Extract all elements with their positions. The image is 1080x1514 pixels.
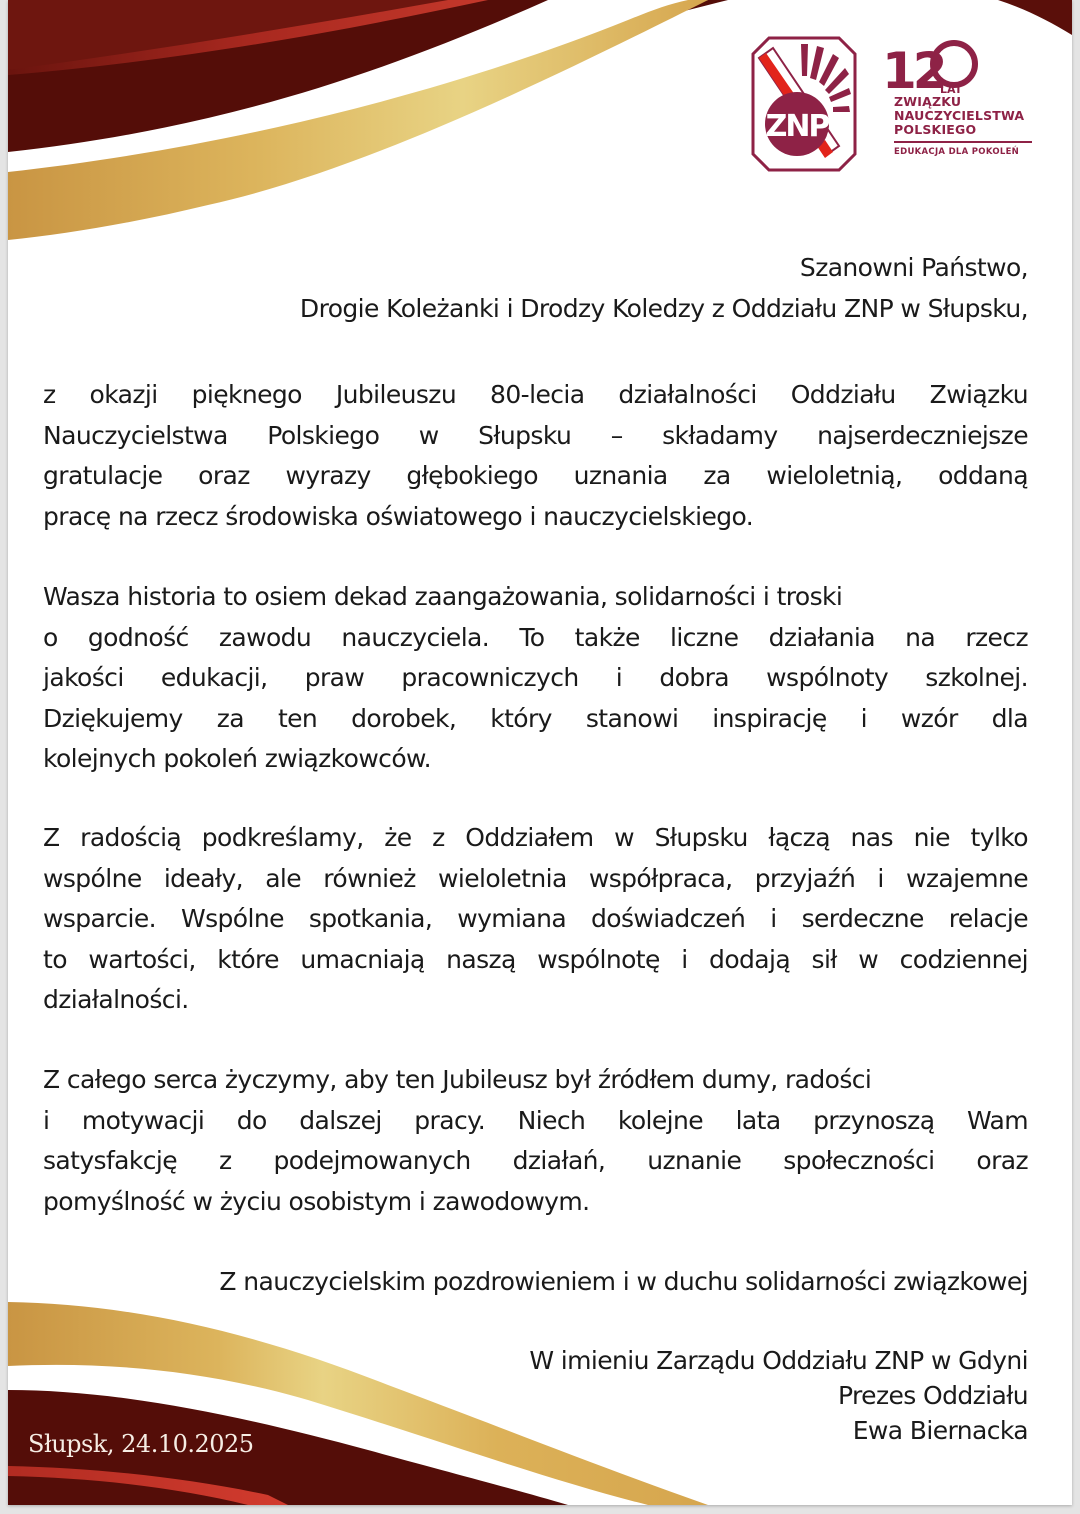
signature-line: W imieniu Zarządu Oddziału ZNP w Gdyni xyxy=(529,1346,1028,1375)
anniversary-line: ZWIĄZKU xyxy=(894,94,962,109)
paragraph-line: Z całego serca życzymy, aby ten Jubileusz był źródłem dumy, radości xyxy=(43,1065,872,1094)
letter-greeting xyxy=(43,248,1028,329)
paragraph-line: to wartości, które umacniają naszą wspólnotę i dodają sił w codziennej xyxy=(43,944,1028,974)
paragraph-line: pracę na rzecz środowiska oświatowego i nauczycielskiego. xyxy=(43,501,754,531)
letter-paragraph-4 xyxy=(43,1060,1028,1222)
letter-sheet xyxy=(8,0,1072,1505)
signature-name: Ewa Biernacka xyxy=(852,1416,1028,1445)
paragraph-line: Dziękujemy za ten dorobek, który stanowi inspirację i wzór dla xyxy=(43,703,1028,733)
paragraph-line: wspólne ideały, ale również wieloletnia współpraca, przyjaźń i wzajemne xyxy=(43,863,1028,893)
paragraph-line: jakości edukacji, praw pracowniczych i dobra wspólnoty szkolnej. xyxy=(43,663,1028,692)
anniversary-years-label: LAT xyxy=(940,83,963,96)
corner-wave xyxy=(998,0,1072,35)
paragraph-line: Nauczycielstwa Polskiego w Słupsku – składamy najserdeczniejsze xyxy=(43,420,1028,450)
greeting-line: Szanowni Państwo, xyxy=(799,253,1028,282)
paragraph-line: działalności. xyxy=(43,985,189,1014)
znp-badge-logo xyxy=(751,36,857,172)
paragraph-line: z okazji pięknego Jubileuszu 80-lecia działalności Oddziału Związku xyxy=(43,380,1028,409)
closing-line: Z nauczycielskim pozdrowieniem i w duchu solidarności związkowej xyxy=(219,1267,1028,1296)
paragraph-line: pomyślność w życiu osobistym i zawodowym. xyxy=(43,1186,590,1216)
anniversary-ring-icon xyxy=(930,40,978,88)
znp-badge-text: ZNP xyxy=(765,109,829,144)
place-date: Słupsk, 24.10.2025 xyxy=(28,1430,254,1458)
anniversary-logo xyxy=(882,40,1042,170)
anniversary-line: POLSKIEGO xyxy=(894,122,977,137)
anniversary-number: 12 xyxy=(882,42,944,100)
signature-line: Prezes Oddziału xyxy=(838,1381,1028,1410)
anniversary-tagline: EDUKACJA DLA POKOLEŃ xyxy=(894,147,1020,157)
letter-paragraph-2 xyxy=(43,577,1028,780)
paragraph-line: o godność zawodu nauczyciela. To także liczne działania na rzecz xyxy=(43,622,1028,652)
greeting-line: Drogie Koleżanki i Drodzy Koledzy z Oddziału ZNP w Słupsku, xyxy=(299,293,1028,323)
letter-paragraph-1 xyxy=(43,375,1028,537)
paragraph-line: Z radością podkreślamy, że z Oddziałem w Słupsku łączą nas nie tylko xyxy=(43,823,1028,852)
paragraph-line: gratulacje oraz wyrazy głębokiego uznania za wieloletnią, oddaną xyxy=(43,461,1028,490)
anniversary-divider xyxy=(894,141,1032,143)
paragraph-line: satysfakcję z podejmowanych działań, uznanie społeczności oraz xyxy=(43,1146,1028,1175)
paragraph-line: Wasza historia to osiem dekad zaangażowania, solidarności i troski xyxy=(43,582,843,611)
paragraph-line: kolejnych pokoleń związkowców. xyxy=(43,744,431,773)
paragraph-line: i motywacji do dalszej pracy. Niech kolejne lata przynoszą Wam xyxy=(43,1105,1028,1135)
anniversary-line: NAUCZYCIELSTWA xyxy=(894,108,1025,123)
paragraph-line: wsparcie. Wspólne spotkania, wymiana doświadczeń i serdeczne relacje xyxy=(43,904,1028,933)
letter-paragraph-3 xyxy=(43,818,1028,1021)
